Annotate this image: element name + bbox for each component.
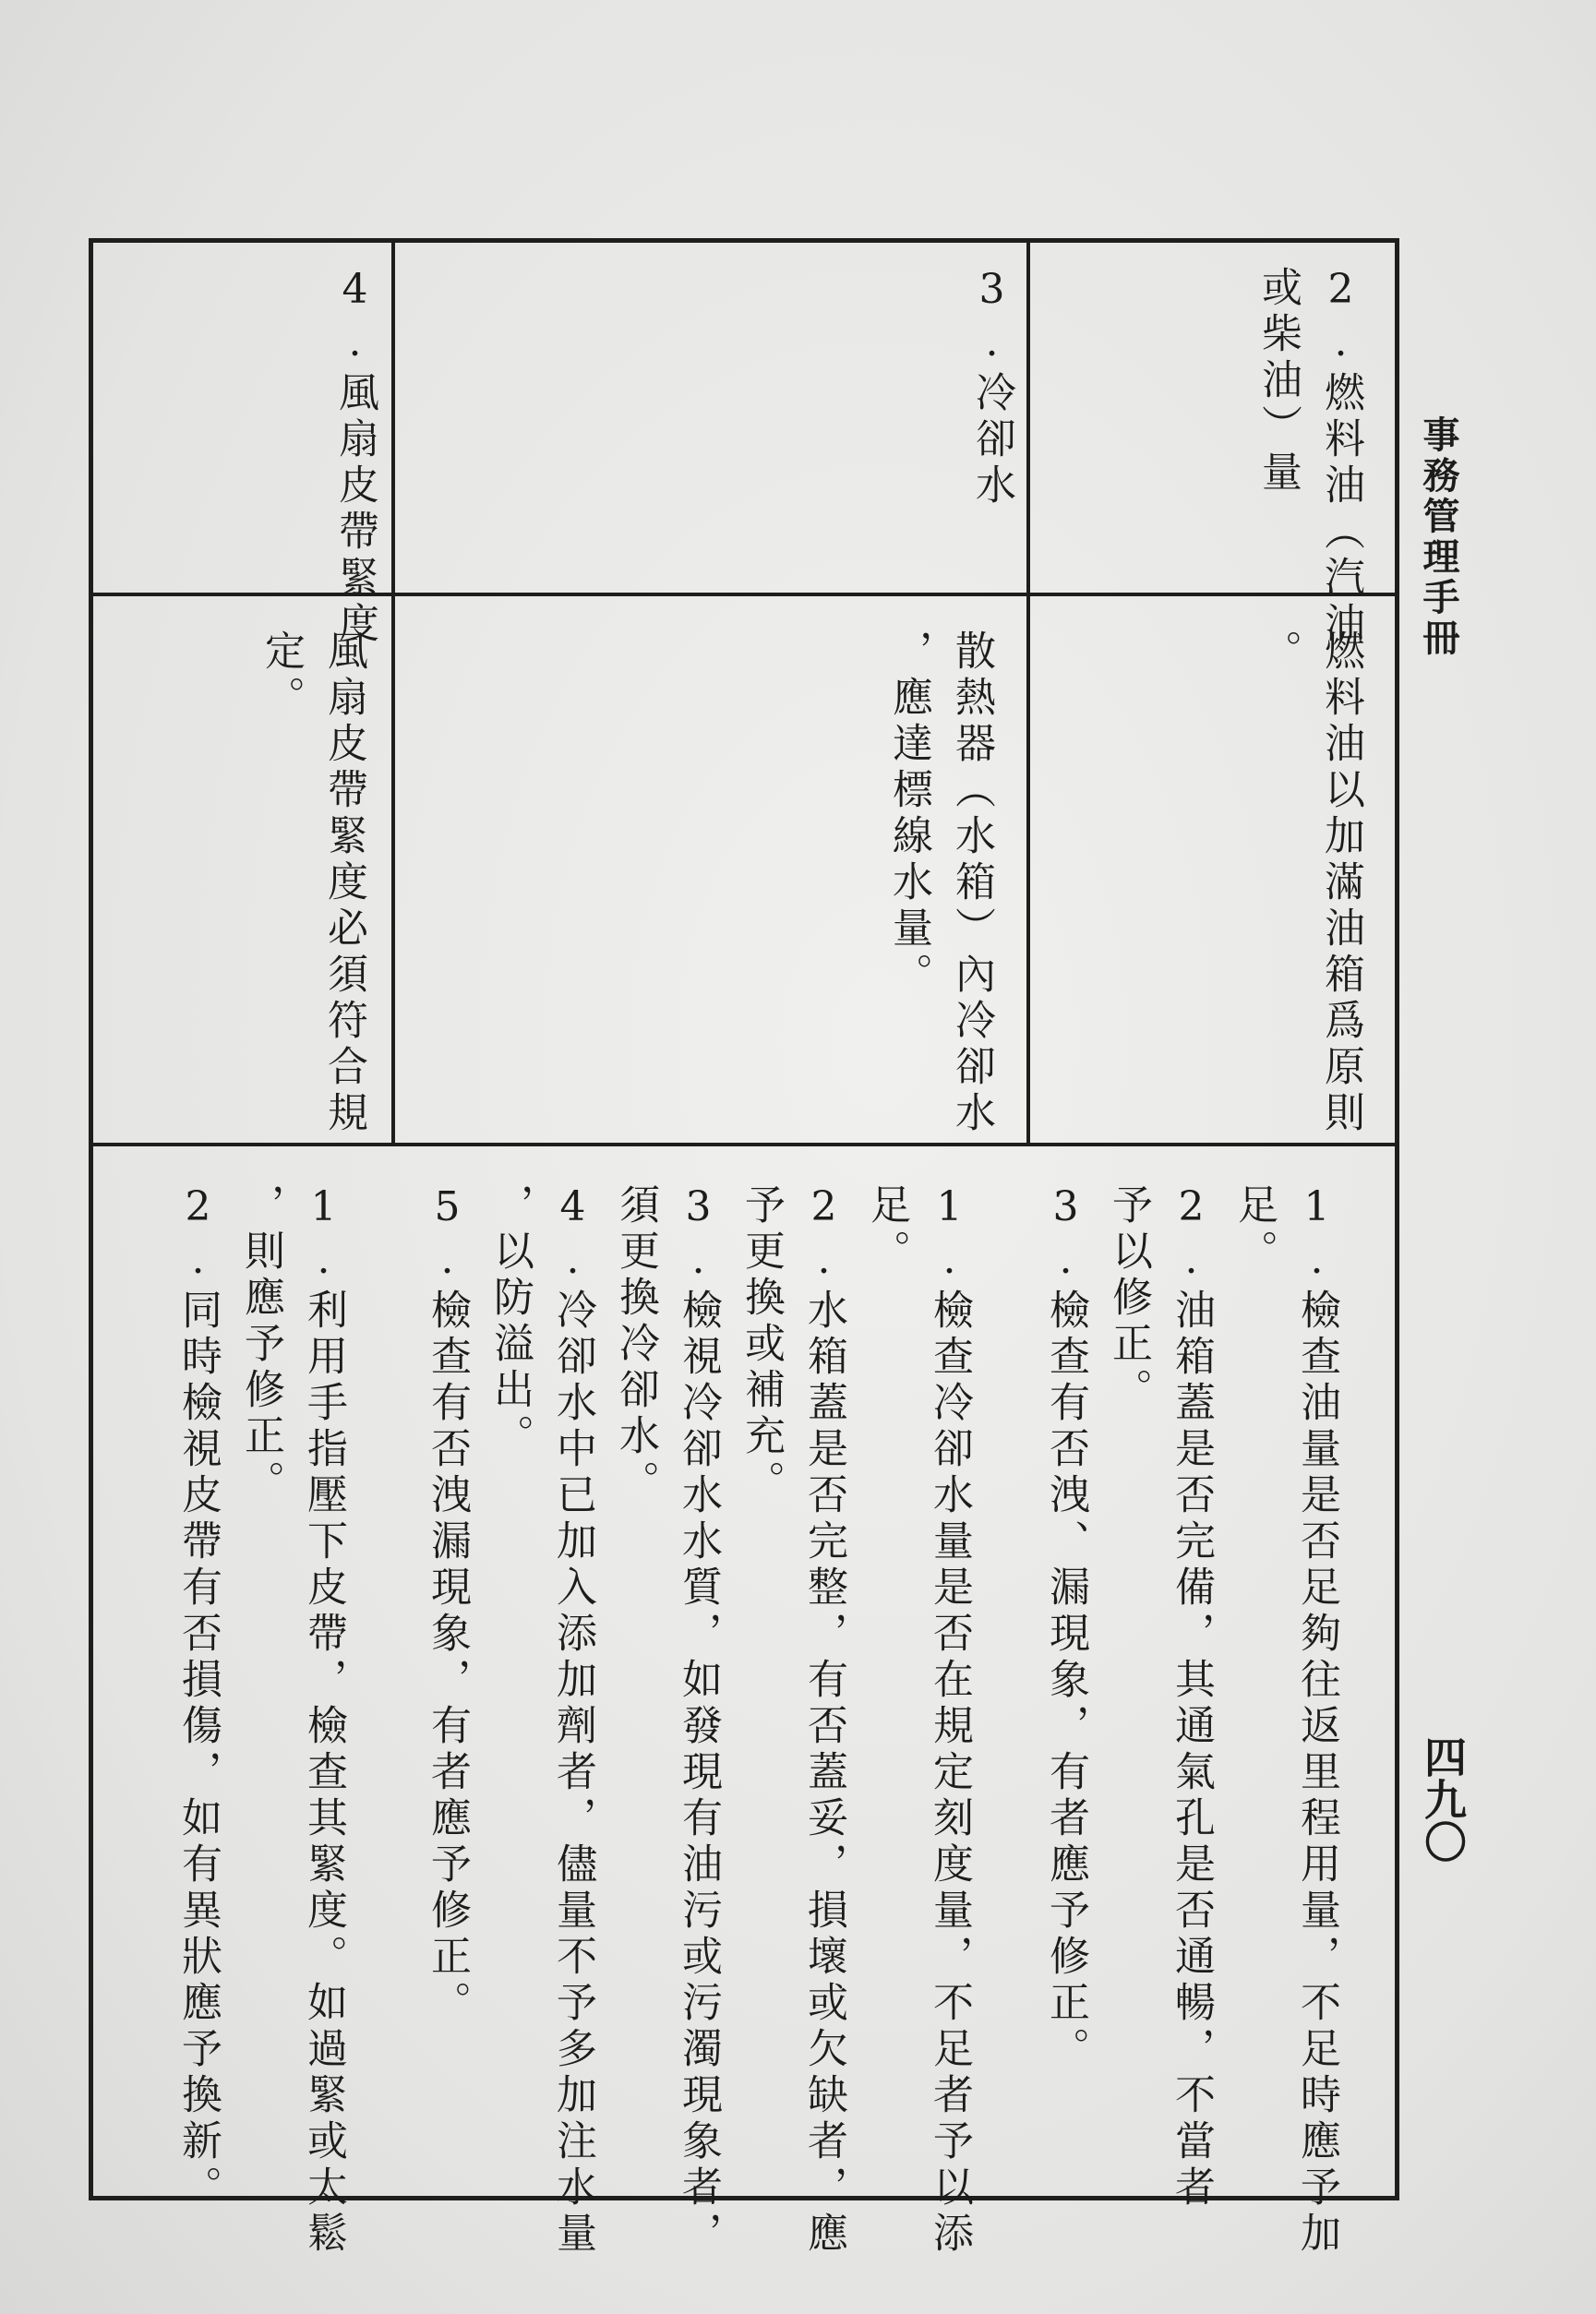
item-2-label: 2.燃料油（汽油 或柴油）量 bbox=[1254, 266, 1364, 648]
item-3-label: 3.冷卻水 bbox=[968, 266, 1015, 510]
column-divider-1 bbox=[1026, 238, 1030, 1143]
item-4-standard: 風扇皮帶緊度必須符合規 定。 bbox=[258, 629, 367, 1137]
item-2-checks: 1.檢查油量是否足夠往返里程用量，不足時應予加 足。 2.油箱蓋是否完備，其通氣孔是否通暢，不當者 予以修正。 3.檢查有否洩、漏現象，有者應予修正。 bbox=[1042, 1183, 1340, 2258]
page-number: 四九〇 bbox=[1418, 1735, 1468, 1863]
item-4-label: 4.風扇皮帶緊度 bbox=[331, 266, 378, 648]
item-3-checks: 1.檢查冷卻水量是否在規定刻度量，不足者予以添 足。 2.水箱蓋是否完整，有否蓋妥，損壞或欠缺者，應 予更換或補充。 3.檢視冷卻水水質，如發現有油污或污濁現象者， 須更換冷卻水。 4.冷卻水中已加入添加劑者，儘量不予多加注水量 ，以防溢出。 5.檢查有否洩漏現象，有者應予修正。 bbox=[424, 1183, 973, 2258]
running-title: 事務管理手冊 bbox=[1417, 415, 1460, 659]
column-divider-2 bbox=[391, 238, 395, 1143]
row-divider-item-standard bbox=[89, 593, 1399, 596]
item-2-standard: 燃料油以加滿油箱爲原則 。 bbox=[1254, 629, 1364, 1137]
item-3-standard: 散熱器（水箱）內冷卻水 ，應達標線水量。 bbox=[885, 629, 995, 1137]
bleed-through-text bbox=[434, 185, 493, 229]
item-4-checks: 1.利用手指壓下皮帶，檢查其緊度。如過緊或太鬆 ，則應予修正。 2.同時檢視皮帶有否損傷，如有異狀應予換新。 bbox=[174, 1183, 347, 2258]
row-divider-standard-checks bbox=[89, 1143, 1399, 1146]
